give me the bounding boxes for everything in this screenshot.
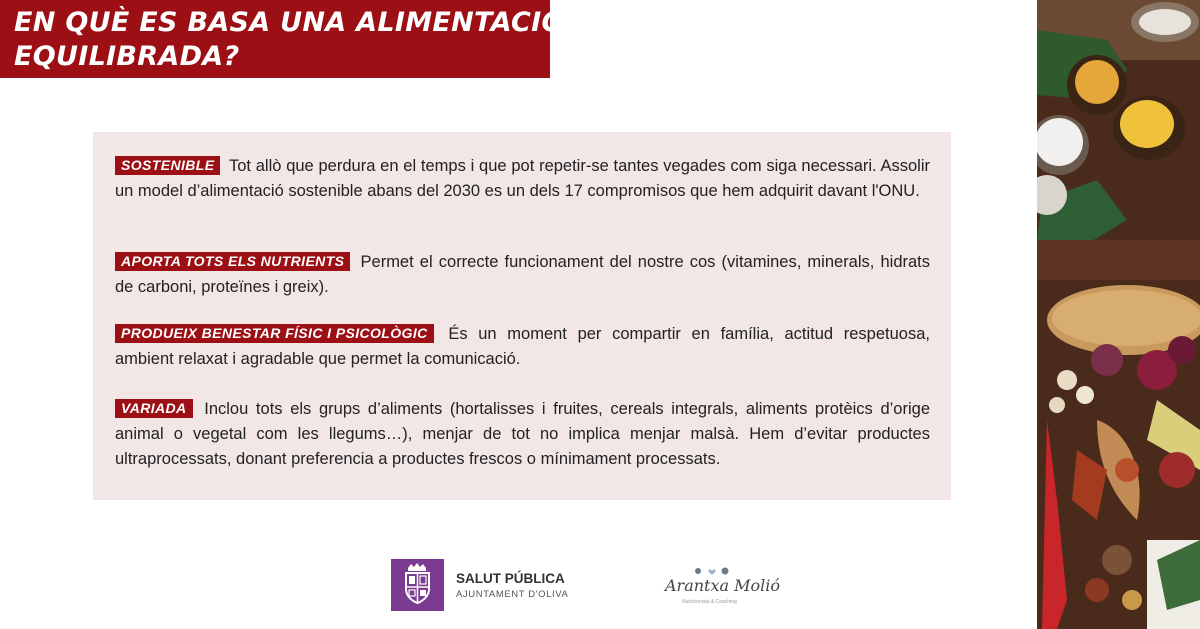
section-tag: VARIADA — [115, 399, 193, 418]
content-box — [93, 132, 951, 500]
section-text: Permet el correcte funcionament del nostre cos (vitamines, minerals, hidrats de carboni, proteïnes i greix). — [115, 253, 930, 296]
title-banner — [0, 0, 565, 78]
section-text: Tot allò que perdura en el temps i que pot repetir-se tantes vegades com siga necessari. Assolir un model d’alimentació sostenible abans del 2030 es un dels 17 compromisos que hem adquirit davant l'ONU. — [115, 157, 930, 200]
section-nutrients — [115, 250, 930, 300]
salut-publica-title: SALUT PÚBLICA — [456, 571, 565, 586]
section-tag: SOSTENIBLE — [115, 156, 220, 175]
signature-logo: Arantxa Molió — [665, 576, 781, 595]
section-tag: APORTA TOTS ELS NUTRIENTS — [115, 252, 350, 271]
signature-decoration-icon — [693, 566, 733, 576]
signature-subtitle: Nutricionista & Coaching — [682, 599, 737, 605]
page-title-line-2: EQUILIBRADA? — [14, 41, 240, 72]
section-sostenible — [115, 154, 930, 204]
section-variada — [115, 397, 930, 472]
section-benestar — [115, 322, 930, 372]
section-text: És un moment per compartir en família, actitud respetuosa, ambient relaxat i agradable que permet la comunicació. — [115, 325, 930, 368]
section-tag: PRODUEIX BENESTAR FÍSIC I PSICOLÒGIC — [115, 324, 434, 343]
coat-of-arms-icon — [391, 559, 444, 611]
salut-publica-subtitle: AJUNTAMENT D'OLIVA — [456, 589, 569, 600]
section-text: Inclou tots els grups d’aliments (hortalisses i fruites, cereals integrals, aliments protèics d’orige animal o vegetal com les llegums…), menjar de tot no implica menjar malsà. Hem d’evitar productes ultraprocessats, donant preferencia a productes frescos o mínimament processats. — [115, 400, 931, 468]
page-title-line-1: EN QUÈ ES BASA UNA ALIMENTACIÓ — [14, 7, 565, 38]
food-photo — [1037, 0, 1200, 629]
